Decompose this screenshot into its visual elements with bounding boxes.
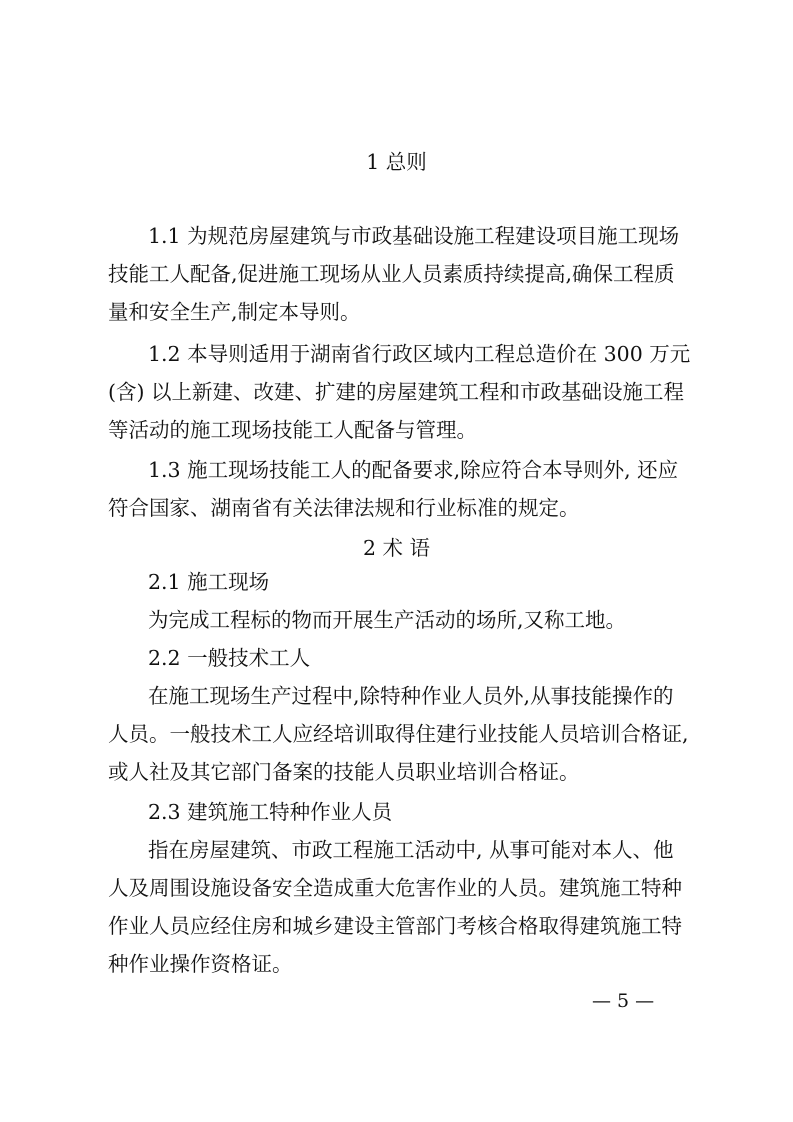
text-line: 在施工现场生产过程中,除特种作业人员外,从事技能操作的 — [148, 684, 674, 708]
text-line: 1.3 施工现场技能工人的配备要求,除应符合本导则外, 还应 — [148, 458, 679, 482]
text-line: 技能工人配备,促进施工现场从业人员素质持续提高,确保工程质 — [108, 262, 675, 286]
text-line: 作业人员应经住房和城乡建设主管部门考核合格取得建筑施工特 — [108, 914, 682, 938]
text-line: 等活动的施工现场技能工人配备与管理。 — [108, 418, 477, 442]
section-1-title: 1 总则 — [366, 150, 427, 174]
text-line: 或人社及其它部门备案的技能人员职业培训合格证。 — [108, 760, 580, 784]
term-2-2-heading: 2.2 一般技术工人 — [148, 646, 311, 670]
page-number: — 5 — — [592, 990, 655, 1012]
text-line: 符合国家、湖南省有关法律法规和行业标准的规定。 — [108, 496, 580, 520]
term-2-1-body: 为完成工程标的物而开展生产活动的场所,又称工地。 — [148, 608, 627, 632]
term-2-3-heading: 2.3 建筑施工特种作业人员 — [148, 800, 393, 824]
text-line: 种作业操作资格证。 — [108, 952, 293, 976]
text-line: 人及周围设施设备安全造成重大危害作业的人员。建筑施工特种 — [108, 876, 682, 900]
text-line: (含) 以上新建、改建、扩建的房屋建筑工程和市政基础设施工程 — [108, 380, 685, 404]
text-line: 指在房屋建筑、市政工程施工活动中, 从事可能对本人、他 — [148, 838, 674, 862]
text-line: 1.2 本导则适用于湖南省行政区域内工程总造价在 300 万元 — [148, 342, 691, 366]
text-line: 人员。一般技术工人应经培训取得住建行业技能人员培训合格证, — [108, 722, 689, 746]
term-2-1-heading: 2.1 施工现场 — [148, 570, 270, 594]
section-2-title: 2 术 语 — [362, 536, 431, 560]
text-line: 量和安全生产,制定本导则。 — [108, 300, 361, 324]
text-line: 1.1 为规范房屋建筑与市政基础设施工程建设项目施工现场 — [148, 224, 680, 248]
